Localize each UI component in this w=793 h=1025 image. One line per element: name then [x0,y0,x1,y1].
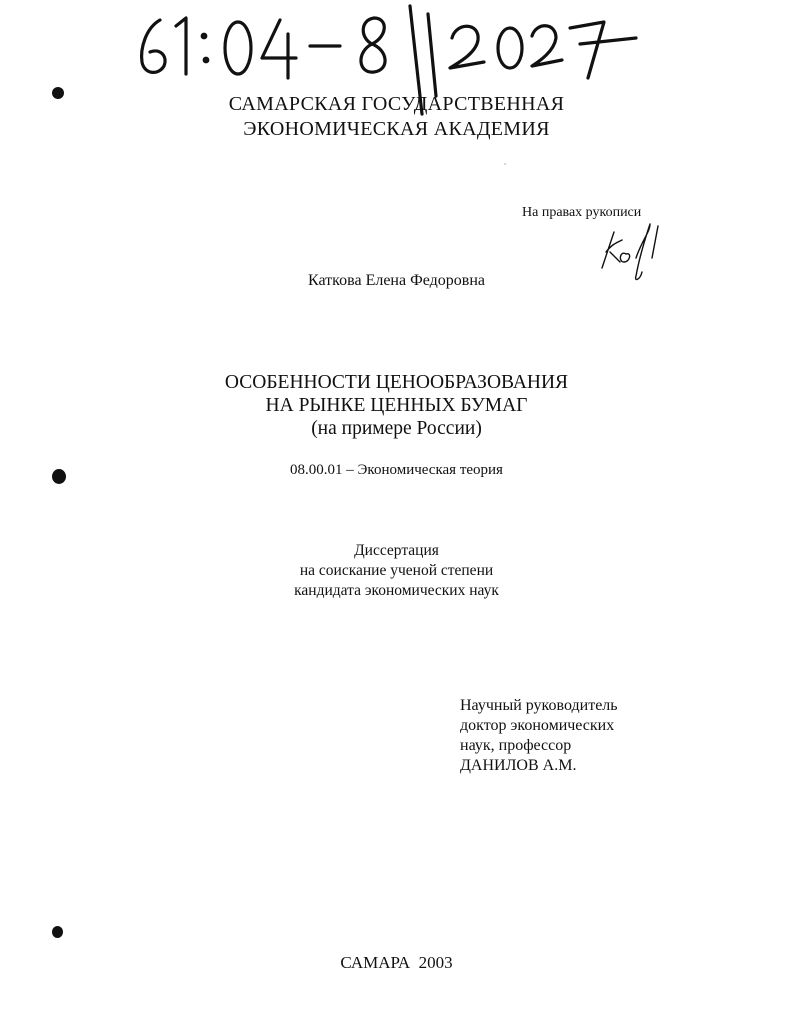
title-line-2: НА РЫНКЕ ЦЕННЫХ БУМАГ [265,395,528,416]
title-line-1: ОСОБЕННОСТИ ЦЕНООБРАЗОВАНИЯ [224,372,569,393]
year: 2003 [418,953,453,972]
dissertation-line-2: на соискание ученой степени [299,562,494,579]
supervisor-line-2: доктор экономических [460,717,615,734]
institution-line-2: ЭКОНОМИЧЕСКАЯ АКАДЕМИЯ [243,118,550,140]
manuscript-note: На правах рукописи [522,205,642,220]
city: САМАРА [340,953,411,972]
author-name: Каткова Елена Федоровна [308,272,485,289]
dissertation-title [0,371,793,440]
supervisor-name: ДАНИЛОВ А.М. [460,757,577,774]
dissertation-line-1: Диссертация [354,542,439,559]
institution-line-1: САМАРСКАЯ ГОСУДАРСТВЕННАЯ [228,93,565,115]
institution-heading [0,92,793,142]
specialty-code: 08.00.01 – Экономическая теория [290,462,503,478]
supervisor-line-1: Научный руководитель [460,697,618,714]
dissertation-type [0,541,793,601]
city-year [0,953,793,973]
dissertation-line-3: кандидата экономических наук [294,582,499,599]
supervisor-line-3: наук, профессор [460,737,572,754]
title-line-3: (на примере России) [311,418,482,439]
supervisor-block [460,696,618,776]
punch-hole-bottom [52,926,63,938]
